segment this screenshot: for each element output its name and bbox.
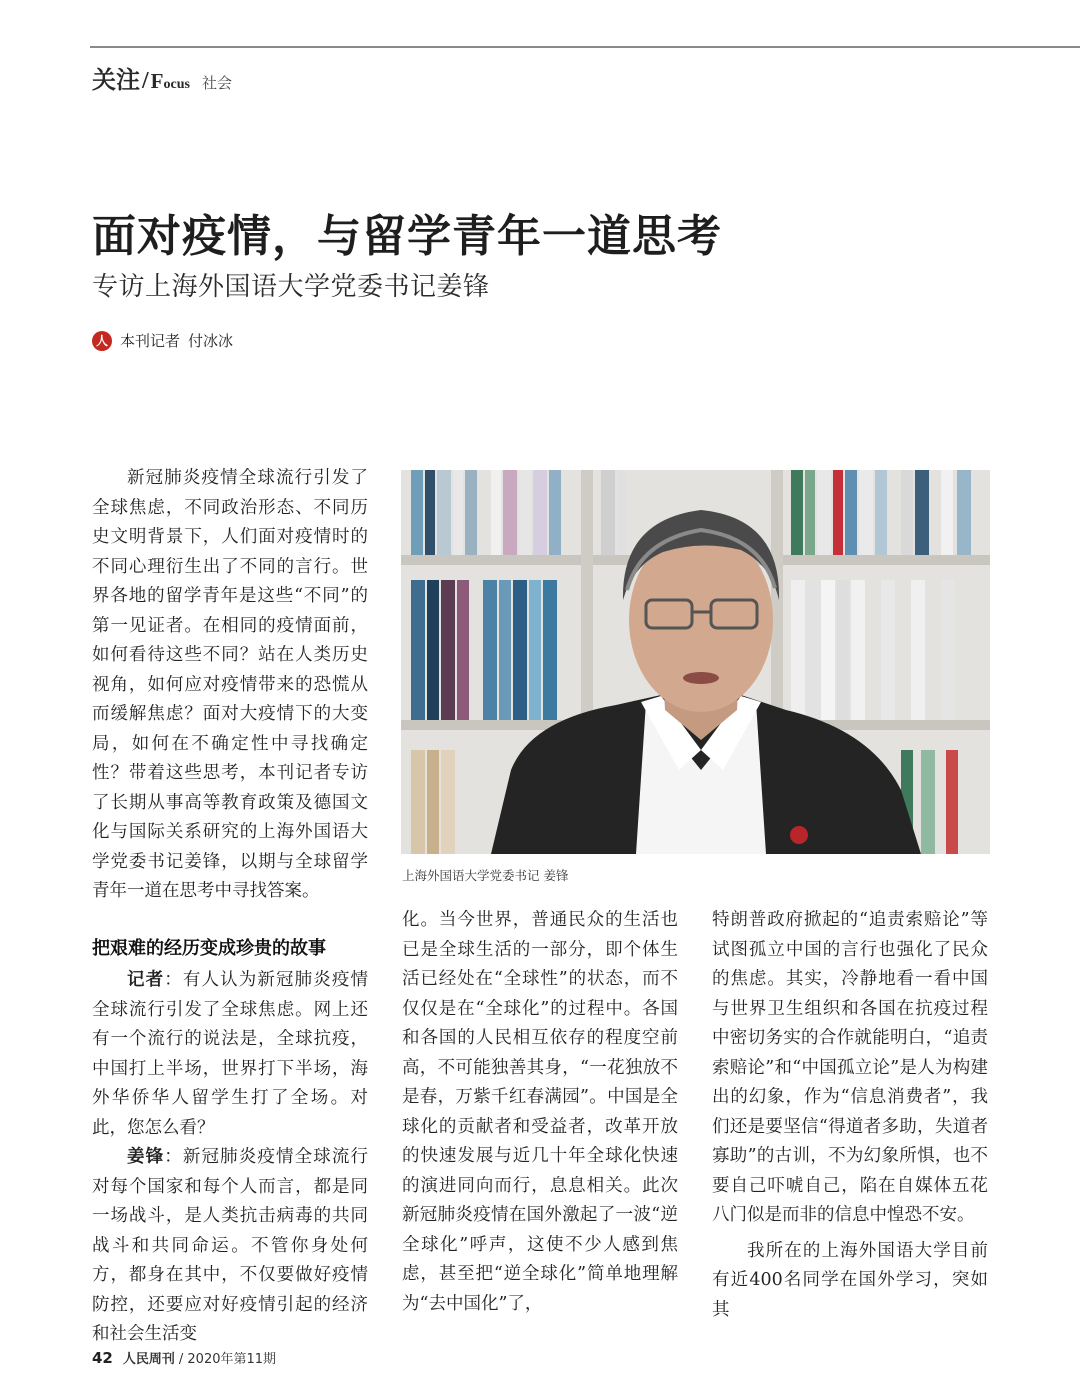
intro-column [92, 464, 368, 907]
journal-name: 人民周刊 [122, 1352, 175, 1367]
focus-rest: ocus [163, 77, 190, 92]
answer-text: ：新冠肺炎疫情全球流行对每个国家和每个人而言，都是同一场战斗，是人类抗击病毒的共同战斗和共同命运。不管你身处何方，都身在其中，不仅要做好疫情防控，还要应对好疫情引起的经济和社会生活变 [92, 1147, 368, 1344]
question-text: ：有人认为新冠肺炎疫情全球流行引发了全球焦虑。网上还有一个流行的说法是，全球抗疫，中国打上半场，世界打下半场，海外华侨华人留学生打了全场。对此，您怎么看？ [92, 970, 368, 1138]
page-footer [92, 1348, 276, 1367]
page-number: 42 [92, 1349, 113, 1367]
section-slash: / [142, 68, 149, 94]
byline-role: 本刊记者 [120, 332, 181, 350]
column-3-paragraph-1: 特朗普政府掀起的“追责索赔论”等试图孤立中国的言行也强化了民众的焦虑。其实，冷静地看一看中国与世界卫生组织和各国在抗疫过程中密切务实的合作就能明白，“追责索赔论”和“中国孤立论”是人为构建出的幻象，作为“信息消费者”，我们还是要坚信“得道者多助，失道者寡助”的古训，不为幻象所惧，也不要自己吓唬自己，陷在自媒体五花八门似是而非的信息中惶恐不安。 [712, 910, 988, 1225]
column-3 [712, 906, 988, 1325]
section-heading: 把艰难的经历变成珍贵的故事 [92, 938, 326, 959]
portrait-photo [401, 470, 990, 854]
section-focus [151, 69, 190, 94]
focus-initial: F [150, 69, 164, 93]
column-2 [402, 906, 678, 1319]
headline: 面对疫情，与留学青年一道思考 [92, 211, 722, 262]
column-1 [92, 936, 368, 1350]
question-paragraph [92, 966, 368, 1143]
byline-name: 付冰冰 [188, 332, 234, 350]
portrait-image [401, 470, 990, 854]
section-label [92, 60, 232, 100]
photo-caption: 上海外国语大学党委书记 姜锋 [402, 868, 569, 883]
reporter-icon: 人 [92, 331, 112, 351]
section-main: 关注 [92, 65, 140, 94]
answer-paragraph [92, 1143, 368, 1350]
top-rule [90, 46, 1080, 48]
section-sub: 社会 [201, 74, 232, 92]
column-2-paragraph: 化。当今世界，普通民众的生活也已是全球生活的一部分，即个体生活已经处在“全球性”的状态，而不仅仅是在“全球化”的过程中。各国和各国的人民相互依存的程度空前高，不可能独善其身，“一花独放不是春，万紫千红春满园”。中国是全球化的贡献者和受益者，改革开放的快速发展与近几十年全球化快速的演进同向而行，息息相关。此次新冠肺炎疫情在国外激起了一波“逆全球化”呼声，这使不少人感到焦虑，甚至把“逆全球化”简单地理解为“去中国化”了， [402, 910, 678, 1314]
answer-speaker: 姜锋 [127, 1147, 165, 1167]
column-3-paragraph-2: 我所在的上海外国语大学目前有近400名同学在国外学习，突如其 [712, 1240, 988, 1320]
intro-paragraph: 新冠肺炎疫情全球流行引发了全球焦虑，不同政治形态、不同历史文明背景下，人们面对疫情时的不同心理衍生出了不同的言行。世界各地的留学青年是这些“不同”的第一见证者。在相同的疫情面前，如何看待这些不同？站在人类历史视角，如何应对疫情带来的恐慌从而缓解焦虑？面对大疫情下的大变局，如何在不确定性中寻找确定性？带着这些思考，本刊记者专访了长期从事高等教育政策及德国文化与国际关系研究的上海外国语大学党委书记姜锋，以期与全球留学青年一道在思考中寻找答案。 [92, 468, 368, 901]
subhead: 专访上海外国语大学党委书记姜锋 [92, 272, 490, 302]
byline [92, 330, 233, 351]
issue-label: / 2020年第11期 [178, 1352, 277, 1367]
question-speaker: 记者 [127, 970, 165, 990]
